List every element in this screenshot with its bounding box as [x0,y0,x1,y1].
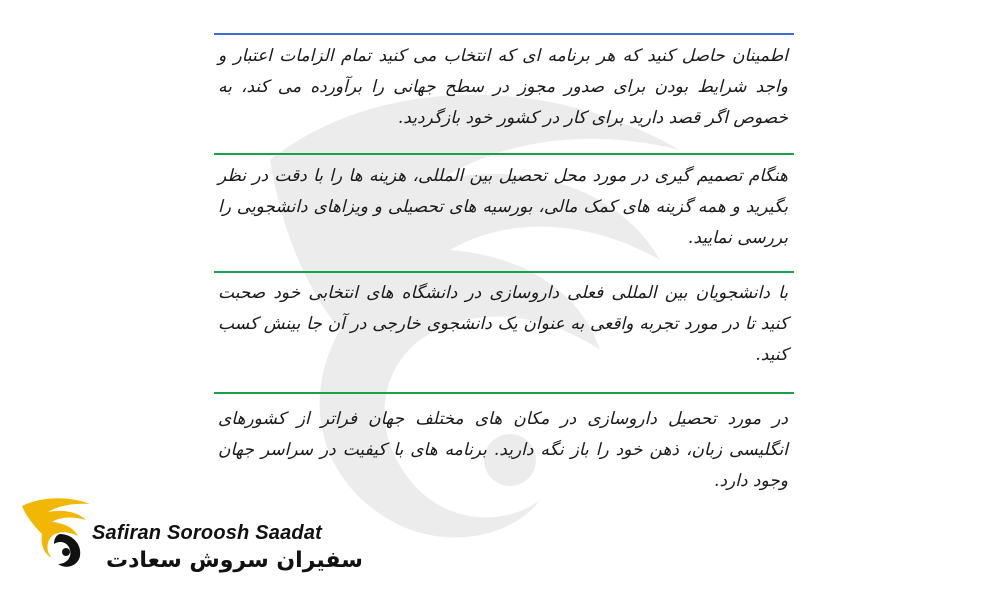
paragraph-block [214,33,794,153]
paragraph-block [214,153,794,271]
paragraph-text: در مورد تحصیل داروسازی در مکان های مختلف جهان فراتر از کشورهای انگلیسی زبان، ذهن خود را باز نگه دارید. برنامه های با کیفیت در سراسر جهان وجود دارد. [218,409,788,491]
paragraph-text: اطمینان حاصل کنید که هر برنامه ای که انتخاب می کنید تمام الزامات اعتبار و واجد شرایط بودن برای صدور مجوز در سطح جهانی را برآورده می کند، به خصوص اگر قصد دارید برای کار در کشور خود بازگردید. [218,46,788,128]
logo-name-english: Safiran Soroosh Saadat [92,522,323,544]
paragraph-block [214,271,794,392]
paragraph-text: با دانشجویان بین المللی فعلی داروسازی در دانشگاه های انتخابی خود صحبت کنید تا در مورد تجربه واقعی به عنوان یک دانشجوی خارجی در آن جا بینش کسب کنید. [218,283,788,365]
company-logo [20,492,363,582]
paragraph-block [214,392,794,491]
paragraph-text: هنگام تصمیم گیری در مورد محل تحصیل بین المللی، هزینه ها را با دقت در نظر بگیرید و همه گزینه های کمک مالی، بورسیه های تحصیلی و ویزاهای دانشجویی را بررسی نمایید. [218,166,788,248]
content-area [214,33,794,491]
logo-name-persian: سفیران سروش سعادت [106,548,363,573]
